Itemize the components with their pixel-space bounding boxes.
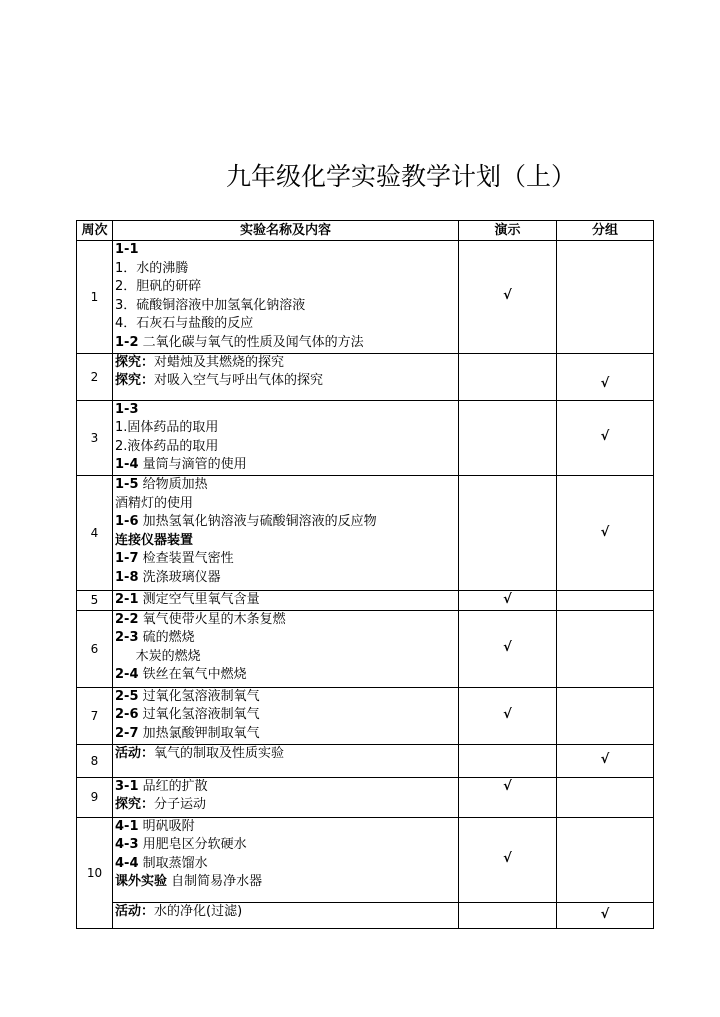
content-line (115, 778, 458, 797)
table-row (77, 475, 654, 590)
content-cell (113, 400, 459, 475)
line-text: 2．胆矾的研碎 (115, 279, 202, 295)
table-row (77, 353, 654, 400)
content-line (115, 297, 458, 316)
content-cell (113, 902, 459, 928)
line-text: 给物质加热 (138, 476, 208, 492)
content-line (115, 796, 458, 815)
line-text: 明矾吸附 (138, 818, 195, 834)
demo-cell (459, 902, 557, 928)
week-cell: 5 (77, 590, 113, 610)
line-text: 1.固体药品的取用 (115, 420, 219, 436)
content-line (115, 688, 458, 707)
table-row (77, 902, 654, 928)
table-row (77, 687, 654, 744)
content-line (115, 315, 458, 334)
line-text: 制取蒸馏水 (138, 855, 208, 871)
content-cell (113, 475, 459, 590)
content-cell (113, 744, 459, 777)
line-text: 水的净化(过滤) (154, 903, 243, 919)
line-bold-label: 1-7 (115, 551, 139, 567)
table-row (77, 744, 654, 777)
week-cell: 1 (77, 241, 113, 354)
content-line (115, 278, 458, 297)
table-row (77, 817, 654, 902)
content-line (115, 354, 458, 373)
group-cell (557, 475, 654, 590)
content-line (115, 873, 458, 892)
line-text: 加热氢氧化钠溶液与硫酸铜溶液的反应物 (138, 514, 377, 530)
line-bold-label: 2-7 (115, 725, 139, 741)
line-text: 1．水的沸腾 (115, 260, 189, 276)
content-line (115, 629, 458, 648)
line-bold-label: 2-5 (115, 688, 139, 704)
header-content: 实验名称及内容 (113, 221, 459, 241)
group-cell (557, 353, 654, 400)
check-mark: √ (503, 707, 512, 723)
week-cell: 10 (77, 817, 113, 928)
line-bold-label: 4-1 (115, 818, 139, 834)
content-line (115, 419, 458, 438)
content-line (115, 476, 458, 495)
header-group: 分组 (557, 221, 654, 241)
line-bold-label: 探究： (115, 354, 155, 370)
group-cell (557, 817, 654, 902)
content-line (115, 438, 458, 457)
line-text: 氧气使带火星的木条复燃 (138, 611, 286, 627)
content-line (115, 855, 458, 874)
line-bold-label: 4-4 (115, 855, 139, 871)
week-cell: 2 (77, 353, 113, 400)
week-cell: 8 (77, 744, 113, 777)
table-body (77, 241, 654, 929)
demo-cell (459, 475, 557, 590)
line-text: 自制简易净水器 (167, 874, 263, 890)
line-text: 硫的燃烧 (138, 630, 195, 646)
line-text: 氧气的制取及性质实验 (154, 745, 285, 761)
header-demo: 演示 (459, 221, 557, 241)
demo-cell (459, 241, 557, 354)
content-line (115, 725, 458, 744)
content-cell (113, 610, 459, 687)
line-text: 检查装置气密性 (138, 551, 234, 567)
line-bold-label: 探究： (115, 373, 155, 389)
content-line (115, 706, 458, 725)
content-line (115, 241, 458, 260)
line-bold-label: 1-3 (115, 401, 139, 417)
content-line (115, 334, 458, 353)
week-cell: 9 (77, 777, 113, 817)
line-text: 木炭的燃烧 (115, 648, 201, 664)
check-mark: √ (503, 288, 512, 304)
content-line (115, 401, 458, 420)
line-bold-label: 2-4 (115, 667, 139, 683)
line-text: 过氧化氢溶液制氧气 (138, 688, 260, 704)
week-cell: 3 (77, 400, 113, 475)
content-line (115, 648, 458, 667)
content-line (115, 569, 458, 588)
line-text: 洗涤玻璃仪器 (138, 569, 221, 585)
line-text: 2.液体药品的取用 (115, 438, 219, 454)
group-cell (557, 777, 654, 817)
group-cell (557, 241, 654, 354)
demo-cell (459, 610, 557, 687)
week-cell: 6 (77, 610, 113, 687)
demo-cell (459, 744, 557, 777)
line-text: 对蜡烛及其燃烧的探究 (154, 354, 285, 370)
content-cell (113, 590, 459, 610)
line-text: 铁丝在氧气中燃烧 (138, 667, 247, 683)
check-mark: √ (503, 851, 512, 867)
content-line (115, 611, 458, 630)
table-row (77, 610, 654, 687)
line-bold-label: 活动： (115, 745, 155, 761)
line-bold-label: 1-2 (115, 334, 139, 350)
line-text: 酒精灯的使用 (115, 495, 194, 511)
group-cell (557, 902, 654, 928)
line-text: 品红的扩散 (138, 778, 208, 794)
group-cell (557, 744, 654, 777)
content-line (115, 456, 458, 475)
line-bold-label: 4-3 (115, 837, 139, 853)
content-line (115, 260, 458, 279)
line-text: 4．石灰石与盐酸的反应 (115, 316, 254, 332)
line-text: 测定空气里氧气含量 (138, 591, 260, 607)
content-line (115, 666, 458, 685)
line-text: 量筒与滴管的使用 (138, 457, 247, 473)
content-line (115, 745, 458, 764)
content-cell (113, 687, 459, 744)
line-bold-label: 探究： (115, 797, 155, 813)
group-cell (557, 687, 654, 744)
line-text: 用肥皂区分软硬水 (138, 837, 247, 853)
line-text: 对吸入空气与呼出气体的探究 (154, 373, 324, 389)
content-line (115, 550, 458, 569)
content-line (115, 372, 458, 391)
group-cell (557, 400, 654, 475)
check-mark: √ (600, 752, 610, 768)
header-row (77, 221, 654, 241)
content-line (115, 495, 458, 514)
content-line (115, 532, 458, 551)
check-mark: √ (600, 524, 610, 540)
demo-cell (459, 353, 557, 400)
demo-cell (459, 817, 557, 902)
line-text: 过氧化氢溶液制氧气 (138, 707, 260, 723)
week-cell: 7 (77, 687, 113, 744)
document-title: 九年级化学实验教学计划（上） (225, 162, 576, 191)
content-cell (113, 777, 459, 817)
check-mark: √ (503, 591, 512, 607)
line-text: 加热氯酸钾制取氧气 (138, 725, 260, 741)
content-cell (113, 353, 459, 400)
check-mark: √ (600, 375, 610, 391)
line-bold-label: 3-1 (115, 778, 139, 794)
content-line (115, 513, 458, 532)
line-bold-label: 课外实验 (115, 874, 168, 890)
line-bold-label: 2-2 (115, 611, 139, 627)
demo-cell (459, 777, 557, 817)
table-row (77, 777, 654, 817)
content-line (115, 836, 458, 855)
demo-cell (459, 590, 557, 610)
week-cell: 4 (77, 475, 113, 590)
line-bold-label: 活动： (115, 903, 155, 919)
table-row (77, 241, 654, 354)
content-cell (113, 241, 459, 354)
content-line (115, 818, 458, 837)
content-line (115, 591, 458, 610)
demo-cell (459, 400, 557, 475)
check-mark: √ (600, 906, 610, 922)
line-bold-label: 1-5 (115, 476, 139, 492)
check-mark: √ (600, 429, 610, 445)
group-cell (557, 590, 654, 610)
line-bold-label: 1-1 (115, 242, 139, 257)
line-text: 二氧化碳与氧气的性质及闻气体的方法 (138, 334, 364, 350)
line-bold-label: 2-6 (115, 707, 139, 723)
check-mark: √ (503, 778, 512, 794)
table-row (77, 400, 654, 475)
content-line (115, 903, 458, 922)
table-row (77, 590, 654, 610)
line-bold-label: 1-8 (115, 569, 139, 585)
line-bold-label: 2-3 (115, 630, 139, 646)
line-bold-label: 1-4 (115, 457, 139, 473)
group-cell (557, 610, 654, 687)
plan-table (76, 220, 654, 929)
check-mark: √ (503, 640, 512, 656)
line-text: 3．硫酸铜溶液中加氢氧化钠溶液 (115, 297, 306, 313)
line-text: 分子运动 (154, 797, 207, 813)
demo-cell (459, 687, 557, 744)
table-header (77, 221, 654, 241)
line-bold-label: 连接仪器装置 (115, 532, 194, 548)
content-cell (113, 817, 459, 902)
header-week: 周次 (77, 221, 113, 241)
line-bold-label: 2-1 (115, 591, 139, 607)
line-bold-label: 1-6 (115, 514, 139, 530)
